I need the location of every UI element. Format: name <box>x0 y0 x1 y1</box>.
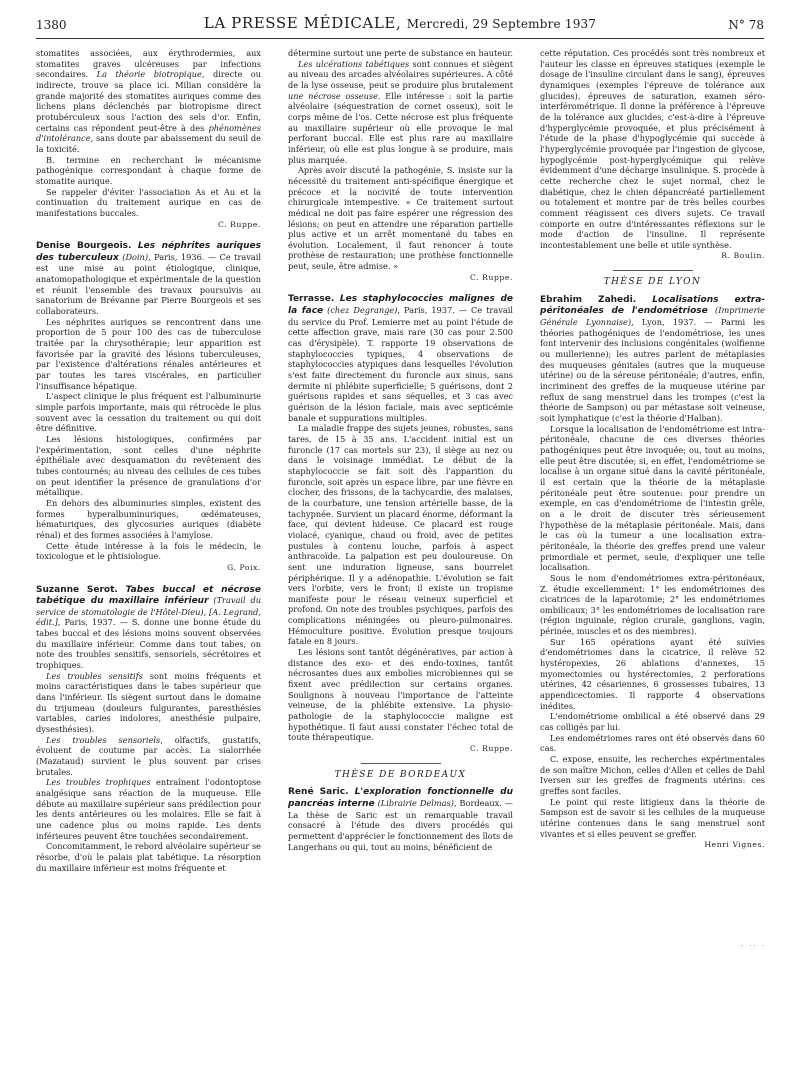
paragraph: cette réputation. Ces procédés sont très nombreux et l'auteur les classe en épreuves statiques (exemple le dosage de l'insuline circulant dans le sang), épreuves dynamiques (exemples l'épreuve de tolérance aux glucides), épreuves de saturation, examen séro-interférométrique. Il donne la préférence à l'épreuve de la tolérance aux glucides, c'est-à-dire à l'épreuve d'hyperglycémie provoquée, et plus précisément à l'étude de la phase d'hypoglycémie qui succède à l'hyperglycémie provoquée par l'ingestion de glycose, hypoglycémie post-hyperglycémique qui relève évidemment d'une décharge insulinique. S. procède à cette recherche chez le sujet normal, chez le diabétique, chez le chien dépancréaté partiellement ou totalement et montre par de très belles courbes comment réagissent ces divers sujets. Ce travail comporte en outre d'intéressantes réflexions sur le mode d'action de l'insuline. Il représente incontestablement une belle et utile synthèse. <box>540 48 765 250</box>
review-place: , Lyon, 1937. — <box>631 317 713 328</box>
review-body: Ce travail du service du Prof. Lemierre met au point l'étude de cette affection grave, mais rare (30 cas pour 2.500 cas d'érysipèle). T. rapporte 19 observations de staphylococcies typiques, 4 observations de staphylococcies atypiques dans lesquelles l'évolution s'est faite directement du furoncle aux sinus, sans dermite ni phlébite superficielle; 5 guérisons, dont 2 guérisons rapides et sans séquelles, et 3 cas avec guérison de la lésion faciale, mais avec septicémie banale et suppurations multiples. <box>288 305 513 423</box>
paragraph: En dehors des albuminuries simples, existent des formes hyperalbuminuriques, œdémateuses, hématuriques, des glycosuries auriques (diabète rénal) et des formes associées à l'amylose. <box>36 497 261 540</box>
review-place: , Bordeaux. — <box>453 797 513 808</box>
review-body: Ce travail est une mise au point étiologique, clinique, anatomopathologique et expérimentale de la question et réunit l'ensemble des travaux poursuivis au sanatorium de Brévanne par Pierre Bourgeois et ses collaborateurs. <box>36 251 261 317</box>
review-heading <box>36 240 261 317</box>
review-title: L'exploration fonctionnelle du pancréas interne <box>288 787 513 809</box>
stray-mark: - ·· · <box>740 942 766 950</box>
paragraph: L'endométriome ombilical a été observé dans 29 cas colligés par lui. <box>540 711 765 733</box>
review-body: S. donne une bonne étude du tabes buccal et des lésions moins souvent observées du maxillaire inférieur. Comme dans tout tabes, on note des troubles sensitifs, sensoriels, sécrétoires et trophiques. <box>36 617 261 671</box>
reviewer-signature: Henri Vignes. <box>704 840 765 850</box>
section-heading: THÈSE DE LYON <box>603 277 702 288</box>
review-heading <box>540 294 765 424</box>
paragraph: Lorsque la localisation de l'endométriome est intra-péritonéale, chacune de ces diverses théories pathogéniques peut être invoquée; ou, tout au moins, elle peut être discutée; si, en effet, l'endométriome se localise à un organe situé dans la cavité péritonéale, il est certain que la théorie de la métaplasie péritonéale peut être soutenue: pour prendre un exemple, en cas d'endométriome de l'intestin grêle, on a le droit de discuter très sérieusement l'hypothèse de la métaplasie péritonéale. Mais, dans le cas où la tumeur a une localisation extra-péritonéale, la théorie des greffes prend une valeur primordiale et permet, seule, d'expliquer une telle localisation. <box>540 423 765 573</box>
column-middle <box>288 48 513 852</box>
paragraph: Les lésions histologiques, confirmées par l'expérimentation, sont celles d'une néphrite épithéliale avec desquamation du revêtement des tubes contournés; au niveau des cellules de ces tubes on peut identifier la présence de granulations d'or métallique. <box>36 433 261 498</box>
review-body: Parmi les théories pathogéniques de l'endométriose, les unes font intervenir des inclusions congénitales (wolfienne ou mullerienne); les autres parlent de métaplasies des muqueuses génitales (autres que la muqueuse utérine) ou de la séreuse péritonéale; d'autres, enfin, incriminent des greffes de la muqueuse utérine par reflux de sang menstruel dans les trompes (c'est la théorie de Sampson) ou par métastase soit veineuse, soit lymphatique (c'est la théorie d'Halban). <box>540 317 765 423</box>
review-source: (Imprimerie Générale Lyonnaise) <box>540 305 765 328</box>
review-author: Ebrahim Zahedi. <box>540 294 653 305</box>
paragraph: B. termine en recherchant le mécanisme pathogénique correspondant à chaque forme de stomatite aurique. <box>36 154 261 186</box>
paragraph: Les ulcérations tabétiques sont connues et siègent au niveau des arcades alvéolaires supérieures. A côté de la lyse osseuse, peut se produire plus brutalement une nécrose osseuse. Elle intéresse : soit la partie alvéolaire (séquestration de cornet osseux), soit le corps même de l'os. Cette nécrose est plus fréquente au maxillaire supérieur où elle provoque le mal perforant buccal. Elle est plus rare au maxillaire inférieur, où elle est plus longue à se produire, mais plus marquée. <box>288 58 513 165</box>
spacer <box>288 283 513 293</box>
review-place: , Paris, 1937. — <box>57 617 128 628</box>
journal-masthead <box>36 14 764 32</box>
review-source: (chez Degrange) <box>327 305 398 316</box>
paragraph: Après avoir discuté la pathogénie, S. insiste sur la nécessité du traitement anti-spécifique énergique et précoce et la nocivité de toute intervention chirurgicale intempestive. « Ce traitement surtout médical ne doit pas faire espérer une régression des lésions; on peut en attendre une réparation partielle plus active et un arrêt momentané du tabes en évolution. Localement, il faut renoncer à toute prothèse de restauration; une prothèse fonctionnelle peut, seule, être admise. » <box>288 165 513 272</box>
review-heading <box>36 584 261 671</box>
paragraph: Le point qui reste litigieux dans la théorie de Sampson est de savoir si les cellules de la muqueuse utérine contenues dans le sang menstruel sont vivantes et si elles peuvent se greffer. <box>540 796 765 839</box>
paragraph: Les troubles trophiques entraînent l'odontoptose analgésique sans réaction de la muqueuse. Elle débute au maxillaire supérieur sans prédilection pour les dents antérieures ou les molaires. Elle se fait à une cadence plus ou moins rapide. Les dents inférieures peuvent être touchées secondairement. <box>36 777 261 841</box>
review-place: , Paris, 1936. — <box>148 251 217 262</box>
journal-title: LA PRESSE MÉDICALE, <box>203 14 402 32</box>
spacer <box>36 574 261 584</box>
review-source: (Travail du service de stomatologie de l'Hôtel-Dieu), [A. Legrand, édit.] <box>36 595 261 628</box>
review-place: , Paris, 1937. — <box>397 305 468 316</box>
reviewer-signature: R. Boulin. <box>721 251 765 261</box>
page-number: 1380 <box>36 18 67 32</box>
paragraph: Cette étude intéresse à la fois le médecin, le toxicologue et le phtisiologue. <box>36 540 261 562</box>
paragraph: Les lésions sont tantôt dégénératives, par action à distance des exo- et des endo-toxines, tantôt nécrosantes dues aux embolies microbiennes qui se fixent avec prédilection sur certains organes. Soulignons à nouveau l'importance de l'atteinte veineuse, de la phlébite extensive. La physio-pathologie de la staphylococcie maligne est hypothétique. Il faut aussi constater l'échec total de toute thérapeutique. <box>288 647 513 743</box>
review-heading <box>288 293 513 423</box>
paragraph: C. expose, ensuite, les recherches expérimentales de son maître Michon, celles d'Allen et celles de Dahl Iversen sur les greffes de fragments utérins: ces greffes sont faciles. <box>540 754 765 796</box>
paragraph: Les néphrites auriques se rencontrent dans une proportion de 5 pour 100 des cas de tuberculose traitée par la chrysothérapie; leur apparition est favorisée par la gravité des lésions tuberculeuses, par l'existence d'altérations rénales antérieures et par toutes les tares viscérales, en particulier l'insuffisance hépatique. <box>36 316 261 391</box>
spacer <box>36 230 261 240</box>
section-rule <box>361 763 441 764</box>
review-body: La thèse de Saric est un remarquable travail consacré à l'étude des divers procédés qui permettent d'apprécier le fonctionnement des îlots de Langerhans ou qui, tout au moins, bénéficient de <box>288 809 513 852</box>
paragraph: Les troubles sensoriels, olfactifs, gustatifs, évoluent de coutume par accès. La sialorrhée (Mazataud) survient le plus souvent par crises brutales. <box>36 734 262 777</box>
paragraph: Sur 165 opérations ayant été suivies d'endométriomes dans la cicatrice, il relève 52 hystéropexies, 26 ablations d'annexes, 15 myomectomies ou hystérectomies, 2 perforations utérines, 42 césariennes, 6 grossesses tubaires, 13 appendicectomies. Il rapporte 4 observations inédites. <box>540 636 765 711</box>
issue-number: N° 78 <box>728 18 764 32</box>
paragraph: Sous le nom d'endométriomes extra-péritonéaux, Z. étudie excellemment: 1° les endométriomes des cicatrices de la laparotomie; 2° les endométriomes ombilicaux; 3° les endométriomes de localisation rare (région inguinale, région crurale, ganglions, vagin, périnée, muscles et os des membres). <box>540 572 765 637</box>
section-heading: THÈSE DE BORDEAUX <box>334 769 467 780</box>
review-title: Tabes buccal et nécrose tabétique du maxillaire inférieur <box>36 584 261 607</box>
review-author: Denise Bourgeois. <box>36 241 138 252</box>
reviewer-signature: C. Ruppe. <box>469 744 513 753</box>
paragraph: Concomitamment, le rebord alvéolaire supérieur se résorbe, d'où le palais plat tabétique. La résorption du maxillaire inférieur est moins fréquente et <box>36 841 261 873</box>
paragraph: L'aspect clinique le plus fréquent est l'albuminurie simple parfois importante, mais qui rétrocède le plus souvent avec la cessation du traitement ou qui doit être définitive. <box>36 391 261 434</box>
paragraph: Les troubles sensitifs sont moins fréquents et moins caractéristiques dans le tabes supérieur que dans l'inférieur. Ils siègent surtout dans le domaine du trijumeau (douleurs fulgurantes, paresthésies variables, caries indolores, anesthésie pulpaire, dysesthésies). <box>36 670 261 735</box>
paragraph: détermine surtout une perte de substance en hauteur. <box>288 48 514 58</box>
paragraph: Les endométriomes rares ont été observés dans 60 cas. <box>540 732 765 754</box>
review-source: (Doin) <box>122 251 149 262</box>
column-right <box>540 48 765 851</box>
review-author: Terrasse. <box>288 294 340 305</box>
reviewer-signature: G. Poix. <box>227 562 261 572</box>
review-title: Les staphylococcies malignes de la face <box>288 294 514 317</box>
review-source: (Librairie Delmas) <box>377 797 454 808</box>
section-rule <box>613 270 693 271</box>
review-author: Suzanne Serot. <box>36 584 126 595</box>
review-heading <box>288 786 513 852</box>
review-title: Localisations extra-péritonéales de l'endométriose <box>540 294 766 317</box>
review-author: René Saric. <box>288 787 355 798</box>
paragraph: La maladie frappe des sujets jeunes, robustes, sans tares, de 15 à 35 ans. L'accident initial est un furoncle (17 cas mortels sur 23), il siège au nez ou dans le voisinage immédiat. Le début de la staphylococcie se fait soit dès l'apparition du furoncle, soit après un espace libre, par une fièvre en clocher, des frissons, de la tachycardie, des malaises, de la courbature, une tension artérielle basse, de la tachypnée. Survient un placard énorme, déformant la face, qui devient hideuse. Ce placard est rouge violacé, cyanique, chaud ou froid, avec de petites pustules à contenu louche, parfois à aspect anthracoïde. La palpation est peu douloureuse. On sent une induration ligneuse, sans bourrelet périphérique. Il y a adénopathie. L'évolution se fait vers l'orbite, vers le front; il existe un tropisme manifeste pour le réseau veineux superficiel et profond. On note des troubles psychiques, parfois des complications méningées ou pleuro-pulmonaires. Hémoculture positive. Évolution presque toujours fatale en 8 jours. <box>288 423 513 647</box>
issue-date: Mercredi, 29 Septembre 1937 <box>406 17 597 31</box>
paragraph: Se rappeler d'éviter l'association As et Au et la continuation du traitement aurique en cas de manifestations buccales. <box>36 186 261 218</box>
reviewer-signature: C. Ruppe. <box>469 272 513 282</box>
paragraph: stomatites associées, aux érythrodermies, aux stomatites graves ulcéreuses par infections secondaires. La théorie biotropique, directe ou indirecte, trouve sa place ici. Milian considère la grande majorité des stomatites auriques comme des lichens plans déclenchés par biotropisme direct protubérculeux sous l'action des sels d'or. Enfin, certains cas répondent peut-être à des phénomènes d'intolérance, sans doute par abaissement du seuil de la toxicité. <box>36 48 261 154</box>
reviewer-signature: C. Ruppe. <box>217 219 261 229</box>
review-title: Les néphrites auriques des tuberculeux <box>36 241 261 263</box>
column-left <box>36 48 261 873</box>
page-header <box>36 12 764 39</box>
